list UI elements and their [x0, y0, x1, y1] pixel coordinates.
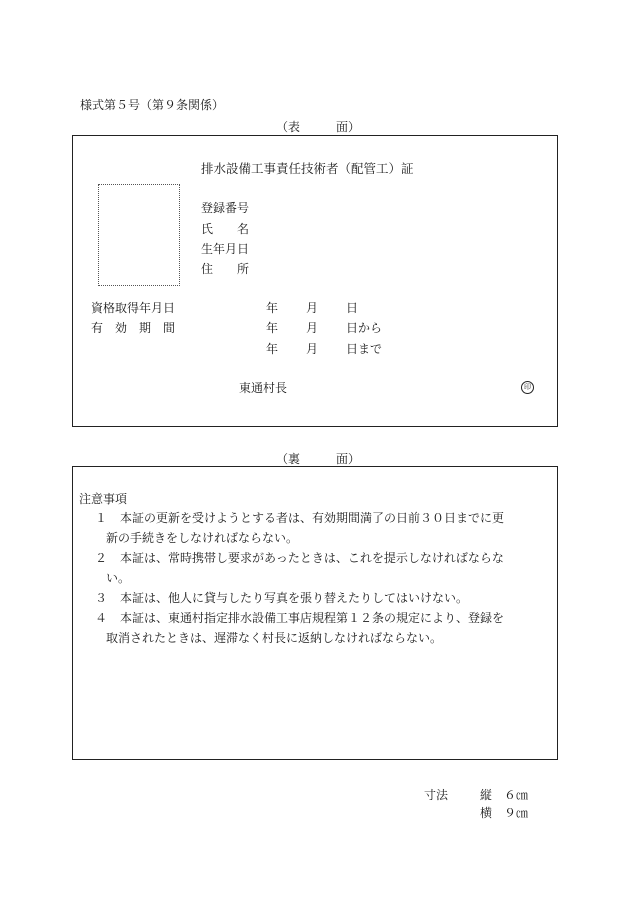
front-heading: （表 面） — [276, 120, 361, 134]
validity-period-label: 有 効 期 間 — [91, 321, 176, 335]
qualification-date-label: 資格取得年月日 — [91, 301, 176, 315]
seal-mark: 印 — [521, 381, 534, 394]
notes-title: 注意事項 — [79, 492, 128, 506]
back-card: 注意事項 １ 本証の更新を受けようとする者は、有効期間満了の日前３０日までに更 新の手続きをしなければならない。 ２ 本証は、常時携帯し要求があったときは、これを提示しなければならな い。 ３ 本証は、他人に貸与したり写真を張り替えたりしてはいけない。 ４ 本証は、東通村指定排水設備工事店規程第１２条の規定により、登録を 取消されたときは、遅滞なく村長に返納しなければならない。 — [72, 466, 558, 760]
field-registration-number: 登録番号 — [201, 201, 250, 215]
form-number: 様式第５号（第９条関係） — [80, 98, 225, 112]
width-value: ９㎝ — [504, 806, 529, 820]
issuer: 東通村長 — [239, 381, 288, 395]
field-address: 住 所 — [201, 262, 250, 276]
width-label: 横 — [480, 806, 493, 820]
field-birthdate: 生年月日 — [201, 242, 250, 256]
photo-placeholder — [98, 184, 180, 286]
height-label: 縦 — [480, 788, 493, 802]
field-name: 氏 名 — [201, 222, 250, 236]
dimension-label: 寸法 — [424, 788, 449, 802]
height-value: ６㎝ — [504, 788, 529, 802]
front-card: 排水設備工事責任技術者（配管工）証 登録番号 氏 名 生年月日 住 所 資格取得年月日 有 効 期 間 年 月 日 年 月 日から 年 月 日まで 東通村長 印 — [72, 135, 558, 427]
certificate-title: 排水設備工事責任技術者（配管工）証 — [201, 161, 414, 176]
back-heading: （裏 面） — [276, 452, 361, 466]
